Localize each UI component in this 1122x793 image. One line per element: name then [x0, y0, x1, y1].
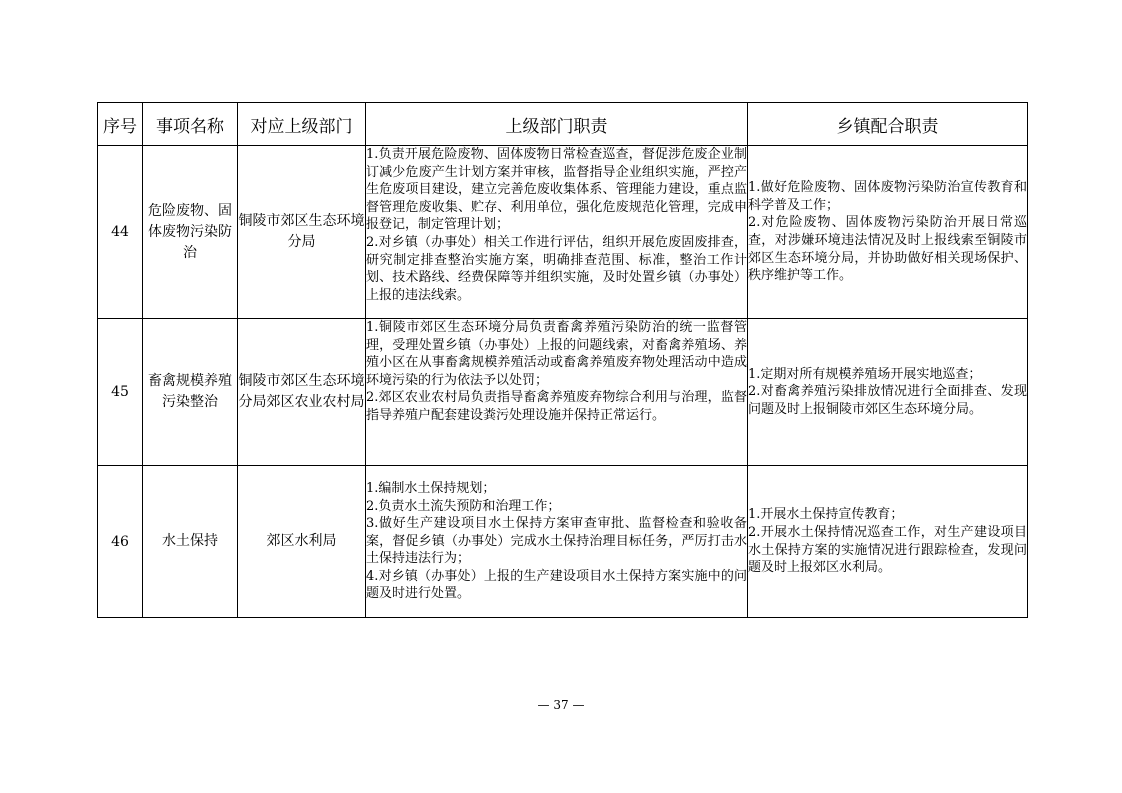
town-duties: [748, 466, 1028, 618]
table-header-row: [98, 103, 1028, 146]
department-name: 郊区水利局: [238, 466, 366, 618]
item-name: 畜禽规模养殖污染整治: [143, 319, 238, 466]
duty-table: [97, 102, 1028, 618]
row-number: 44: [98, 146, 143, 319]
row-number: 46: [98, 466, 143, 618]
coop-item: 2.开展水土保持情况巡查工作，对生产建设项目水土保持方案的实施情况进行跟踪检查，发现问题及时上报郊区水利局。: [748, 524, 1027, 576]
duty-item: 3.做好生产建设项目水土保持方案审查审批、监督检查和验收备案，督促乡镇（办事处）完成水土保持治理目标任务，严厉打击水土保持违法行为；: [366, 516, 747, 567]
table-row: [98, 146, 1028, 319]
coop-item: 1.定期对所有规模养殖场开展实地巡查；: [748, 366, 982, 382]
header-no: 序号: [98, 103, 143, 146]
duty-item: 2.对乡镇（办事处）相关工作进行评估，组织开展危废固废排查，研究制定排查整治实施方案，明确排查范围、标准，整治工作计划、技术路线、经费保障等并组织实施，及时处置乡镇（办事处）上报的违法线索。: [366, 234, 747, 303]
coop-item: 2.对危险废物、固体废物污染防治开展日常巡查，对涉嫌环境违法情况及时上报线索至铜陵市郊区生态环境分局，并协助做好相关现场保护、秩序维护等工作。: [748, 215, 1027, 284]
coop-item: 1.开展水土保持宣传教育；: [748, 507, 904, 523]
department-duties: [366, 319, 748, 466]
department-name: 铜陵市郊区生态环境分局: [238, 146, 366, 319]
duty-item: 2.负责水土流失预防和治理工作；: [366, 498, 561, 514]
duty-item: 4.对乡镇（办事处）上报的生产建设项目水土保持方案实施中的问题及时进行处置。: [366, 568, 747, 602]
coop-item: 2.对畜禽养殖污染排放情况进行全面排查、发现问题及时上报铜陵市郊区生态环境分局。: [748, 384, 1027, 417]
header-department-duties: 上级部门职责: [366, 103, 748, 146]
header-department: 对应上级部门: [238, 103, 366, 146]
table-row: [98, 319, 1028, 466]
department-duties: [366, 466, 748, 618]
duty-item: 1.负责开展危险废物、固体废物日常检查巡查，督促涉危废企业制订减少危废产生计划方案并审核，监督指导企业组织实施，严控产生危废项目建设，建立完善危废收集体系、管理能力建设，重点监督管理危废收集、贮存、利用单位，强化危废规范化管理，完成申报登记，制定管理计划；: [366, 147, 747, 233]
header-item-name: 事项名称: [143, 103, 238, 146]
town-duties: [748, 319, 1028, 466]
duty-item: 1.铜陵市郊区生态环境分局负责畜禽养殖污染防治的统一监督管理，受理处置乡镇（办事处）上报的问题线索，对畜禽养殖场、养殖小区在从事畜禽规模养殖活动或畜禽养殖废弃物处理活动中造成环境污染的行为依法予以处罚；: [366, 320, 747, 388]
item-name: 水土保持: [143, 466, 238, 618]
department-name: 铜陵市郊区生态环境分局郊区农业农村局: [238, 319, 366, 466]
header-town-duties: 乡镇配合职责: [748, 103, 1028, 146]
department-duties: [366, 146, 748, 319]
coop-item: 1.做好危险废物、固体废物污染防治宣传教育和科学普及工作；: [748, 180, 1027, 213]
duty-item: 1.编制水土保持规划；: [366, 480, 496, 496]
page-number: — 37 —: [537, 698, 585, 712]
table-row: [98, 466, 1028, 618]
town-duties: [748, 146, 1028, 319]
duty-item: 2.郊区农业农村局负责指导畜禽养殖废弃物综合利用与治理，监督指导养殖户配套建设粪污处理设施并保持正常运行。: [366, 390, 747, 423]
item-name: 危险废物、固体废物污染防治: [143, 146, 238, 319]
row-number: 45: [98, 319, 143, 466]
